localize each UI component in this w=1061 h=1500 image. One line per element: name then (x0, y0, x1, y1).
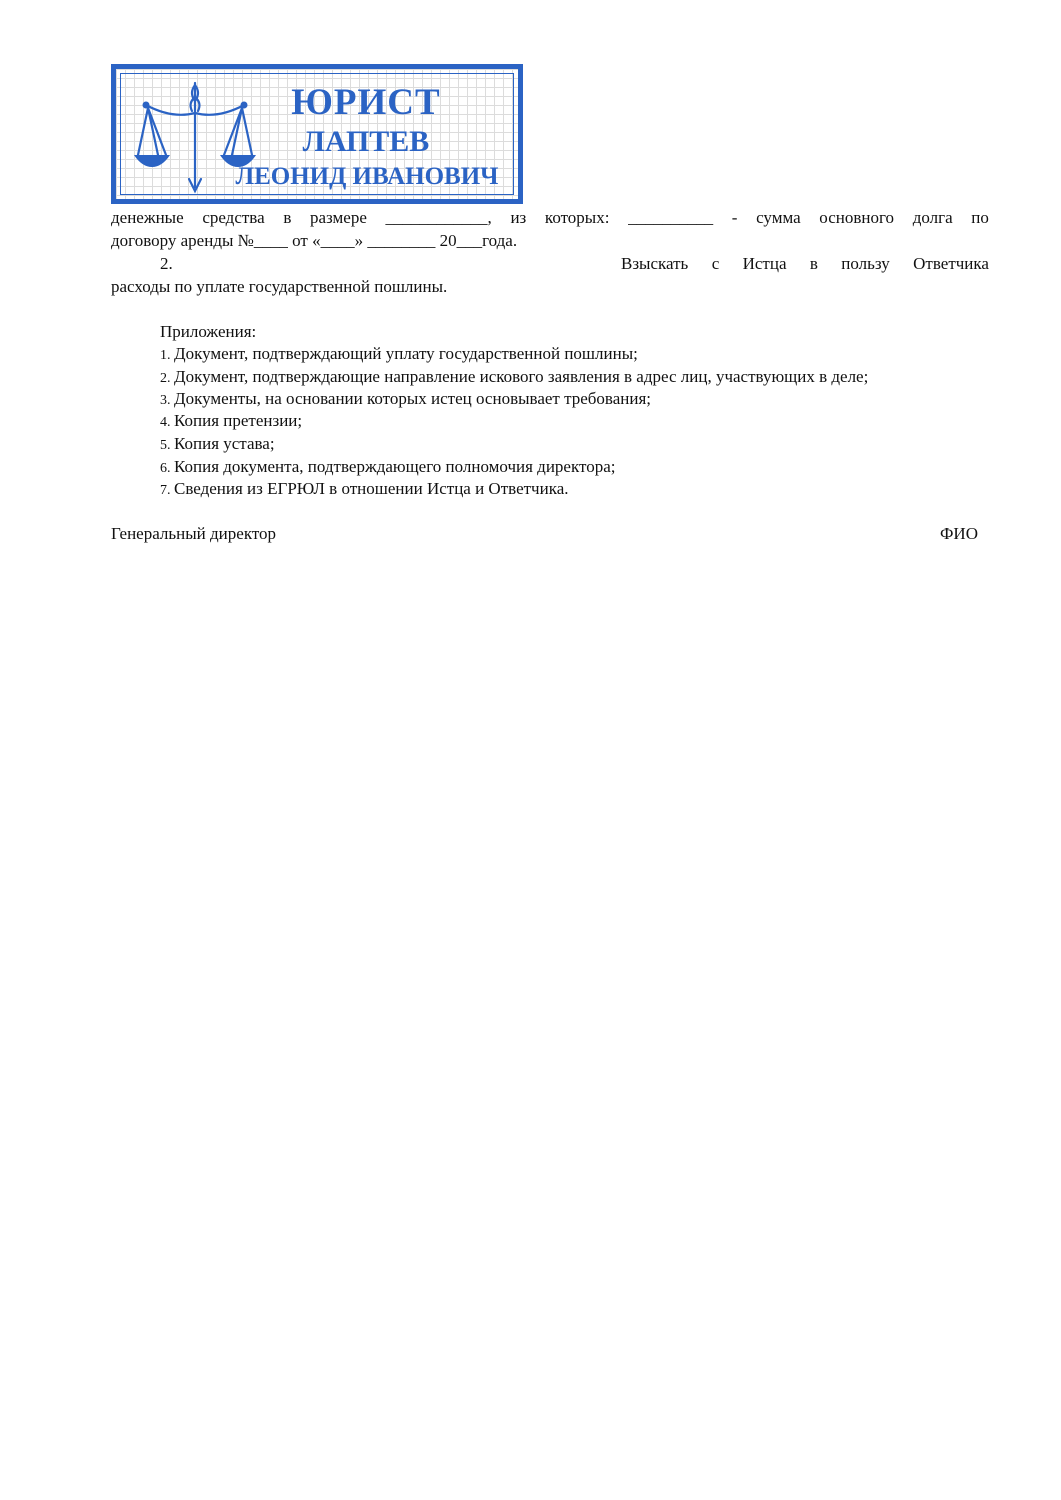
item-2-line-2: расходы по уплате государственной пошлины. (111, 277, 448, 296)
appendix-item (160, 456, 616, 480)
word: - (731, 208, 738, 227)
word: __________ (628, 208, 714, 227)
logo-given-names: ЛЕОНИД ИВАНОВИЧ (235, 163, 499, 190)
appendix-item-number: 7. (160, 483, 171, 498)
word: пользу (841, 254, 890, 273)
appendix-item-number: 4. (160, 415, 171, 430)
word: размере (310, 208, 367, 227)
word: Ответчика (913, 254, 989, 273)
word: которых: (544, 208, 610, 227)
appendix-item (160, 410, 302, 434)
appendix-item (160, 478, 569, 502)
lawyer-logo (111, 64, 523, 204)
appendix-item-number: 2. (160, 371, 171, 386)
appendix-item-text: Копия документа, подтверждающего полномочия директора; (174, 457, 616, 476)
appendix-item-number: 6. (160, 461, 171, 476)
word: из (510, 208, 527, 227)
appendix-item-number: 3. (160, 393, 171, 408)
appendix-item (160, 388, 651, 412)
appendix-item-number: 5. (160, 438, 171, 453)
word: сумма (756, 208, 801, 227)
signature-name: ФИО (940, 524, 978, 543)
word: по (971, 208, 989, 227)
appendix-item-text: Копия устава; (174, 434, 275, 453)
appendix-item-text: Документы, на основании которых истец основывает требования; (174, 389, 652, 408)
word: долга (912, 208, 953, 227)
appendix-item-number: 1. (160, 348, 171, 363)
item-2-number: 2. (160, 254, 173, 273)
word: в (809, 254, 818, 273)
word: Взыскать (621, 254, 689, 273)
signature-position: Генеральный директор (111, 524, 277, 543)
word: ____________, (385, 208, 492, 227)
word: Истца (742, 254, 787, 273)
word: с (711, 254, 720, 273)
word: средства (202, 208, 265, 227)
paragraph-1-line-2: договору аренды №____ от «____» ________ 20___года. (111, 231, 518, 250)
item-2-line-1 (621, 253, 989, 275)
logo-title: ЮРИСТ (291, 82, 441, 123)
word: основного (819, 208, 895, 227)
word: денежные (111, 208, 184, 227)
appendix-item (160, 433, 275, 457)
appendix-item-text: Сведения из ЕГРЮЛ в отношении Истца и Ответчика. (174, 479, 569, 498)
appendix-title: Приложения: (160, 322, 257, 341)
appendix-item (160, 366, 868, 390)
appendix-item-text: Документ, подтверждающий уплату государственной пошлины; (174, 344, 638, 363)
appendix-item-text: Копия претензии; (174, 411, 303, 430)
appendix-item (160, 343, 638, 367)
word: в (283, 208, 292, 227)
paragraph-1-line-1 (111, 207, 989, 229)
appendix-item-text: Документ, подтверждающие направление искового заявления в адрес лиц, участвующих в деле; (174, 367, 869, 386)
logo-surname: ЛАПТЕВ (302, 125, 430, 158)
